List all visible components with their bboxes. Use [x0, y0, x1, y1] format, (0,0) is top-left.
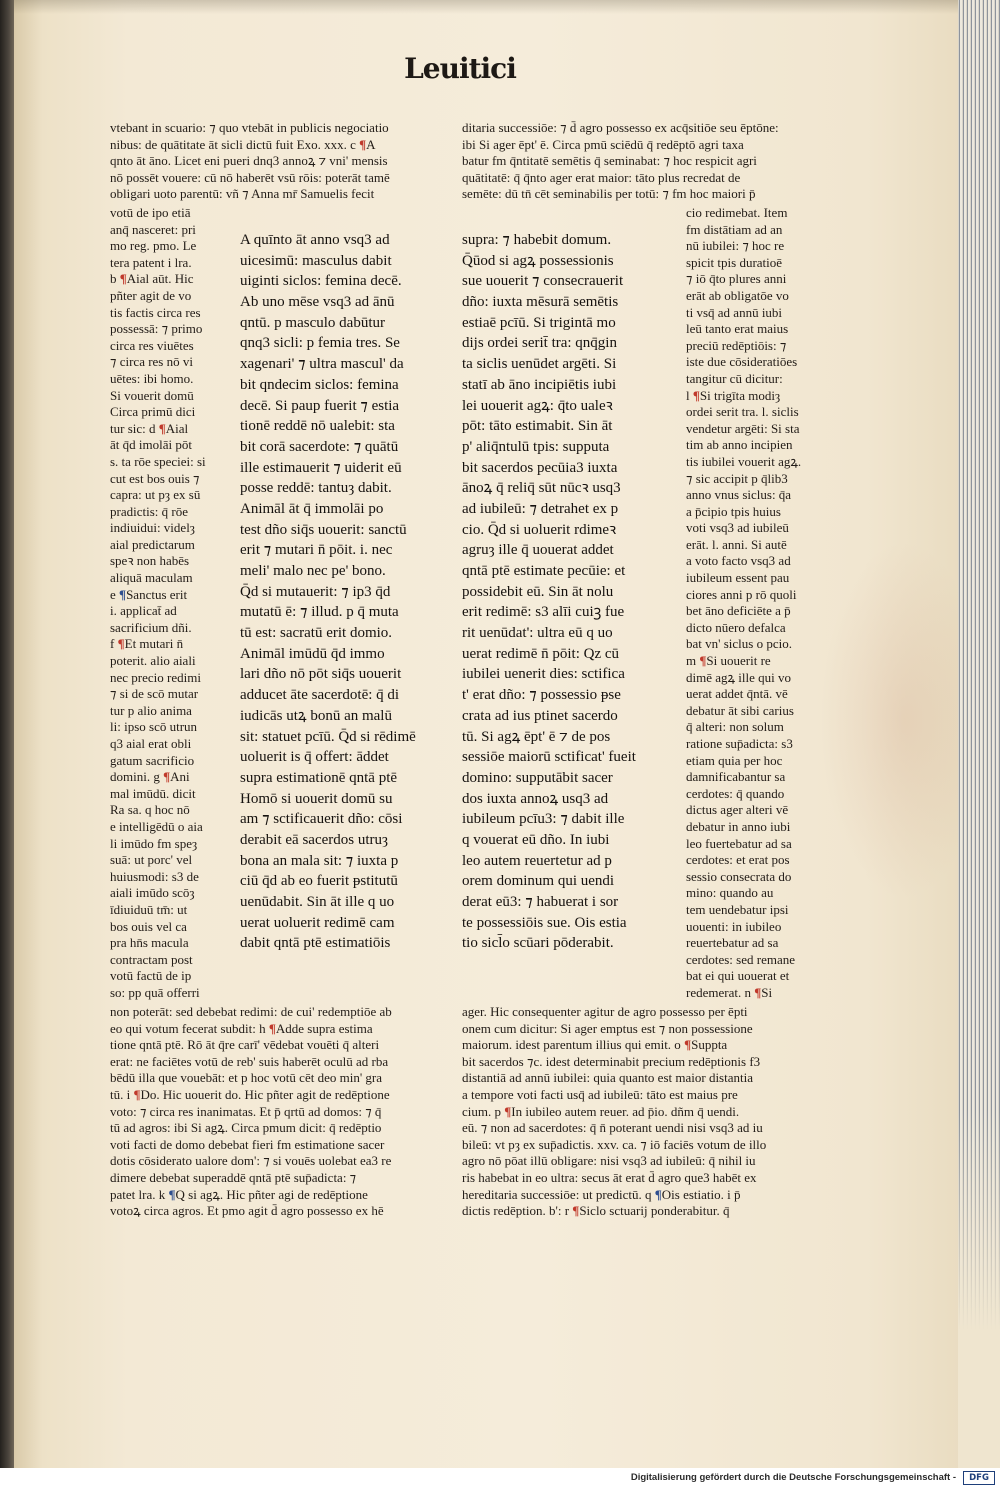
gloss-line: ⁊ circa res nō vi	[110, 354, 193, 370]
gloss-line: votoꝝ circa agros. Et pmo agit d̄ agro possesso ex hē	[110, 1203, 384, 1219]
text-line: sessiōe maiorū sctificat' fueit	[462, 749, 636, 766]
gloss-line: pradictis: q̄ rōe	[110, 503, 188, 519]
gloss-line: tū. i ¶Do. Hic uouerit do. Hic pñter agit de redēptione	[110, 1086, 390, 1102]
gloss-line: q3 aial erat obli	[110, 736, 192, 751]
gloss-line: ciores anni p rō quoli	[686, 586, 797, 602]
text-line: t' erat dño: ⁊ possessio ᵽse	[462, 687, 621, 704]
gloss-line: leo fuertebatur ad sa	[686, 835, 792, 851]
gloss-line: tione qntā ptē. Rō āt q̄re carī' vēdebat vouēti q̄ alteri	[110, 1037, 380, 1053]
text-line: xagenari' ⁊ ultra mascul' da	[240, 356, 404, 373]
gloss-line: reuertebatur ad sa	[686, 935, 779, 951]
text-line: te possessiōis sue. Ois estia	[462, 914, 627, 931]
rubric-paragraph-mark: ¶	[654, 1186, 662, 1202]
gloss-line: anq̄ nasceret: pri	[110, 221, 196, 237]
text-line: qntā ptē estimate pecūie: et	[462, 563, 626, 579]
gloss-line: tur sic: d ¶Aial	[110, 420, 189, 436]
gloss-line: ⁊ sic accipit p q̄lib3	[686, 470, 788, 486]
gloss-line: tur p alio anima	[110, 702, 192, 718]
gloss-line: dotis cōsiderato ualore dom': ⁊ si vouēs uolebat ea3 re	[110, 1153, 392, 1169]
gloss-line: li: ipso scō utrun	[110, 719, 198, 735]
gloss-line: uerat addet q̄ntā. vē	[686, 686, 788, 702]
rubric-paragraph-mark: ¶	[268, 1020, 276, 1036]
gloss-line: semēte: dū tn̄ cēt seminabilis per totū: ⁊ fm hoc maiori p̄	[462, 186, 756, 202]
gloss-line: b ¶Aial aūt. Hic	[110, 271, 194, 287]
text-line: uerat uoluerit redimē cam	[240, 914, 395, 931]
gloss-line: pra hn̄s macula	[110, 935, 189, 951]
gloss-line: li imūdo fm speȝ	[110, 835, 198, 851]
gloss-line: huiusmodi: s3 de	[110, 868, 199, 884]
gloss-line: speꝛ non habēs	[110, 553, 190, 569]
gloss-line: debatur āt sibi carius	[686, 702, 794, 718]
gloss-line: redemerat. n ¶Si	[686, 984, 773, 1000]
gloss-line: bos ouis vel ca	[110, 918, 187, 934]
rubric-paragraph-mark: ¶	[504, 1103, 512, 1119]
gloss-line: s. ta rōe speciei: si	[110, 453, 206, 469]
gloss-line: q̄ alteri: non solum	[686, 719, 784, 735]
rubric-paragraph-mark: ¶	[754, 984, 762, 1000]
text-line: orem dominum qui uendi	[462, 873, 615, 890]
gloss-line: cerdotes: q̄ quando	[686, 785, 785, 801]
gloss-line: erāt ab obligatōe vo	[686, 287, 789, 303]
gloss-line: āt q̄d imolāi pōt	[110, 437, 192, 453]
gloss-line: so: pp quā offerri	[110, 984, 200, 1000]
text-line: uiginti siclos: femina decē.	[240, 273, 402, 290]
text-line: statī ab āno incipiētis iubi	[462, 376, 617, 393]
text-line: sue uouerit ⁊ consecrauerit	[462, 273, 624, 290]
gloss-line: e intelligēdū o aia	[110, 818, 203, 834]
gloss-line: votū factū de ip	[110, 968, 192, 984]
gloss-line: ti vsq̄ ad annū iubi	[686, 304, 783, 320]
text-line: Animāl imūdū q̄d immo	[240, 645, 385, 662]
text-line: pōt: tāto estimabit. Sin āt	[462, 418, 613, 435]
gloss-line: f ¶Et mutari n̄	[110, 636, 184, 652]
text-line: decē. Si paup fuerit ⁊ estia	[240, 397, 400, 414]
page-edges	[958, 0, 1000, 1330]
gloss-line: tis iubilei vouerit agꝝ.	[686, 453, 802, 469]
text-line: sit: statuet pcīū. Q̄d si rēdimē	[240, 728, 416, 745]
rubric-paragraph-mark: ¶	[119, 586, 127, 602]
text-line: domino: supputābit sacer	[462, 769, 613, 786]
text-line: Ab uno mēse vsq3 ad ānū	[240, 294, 395, 311]
gloss-line: tis factis circa res	[110, 304, 201, 320]
digitization-footer	[0, 1468, 1000, 1488]
text-line: uicesimū: masculus dabit	[240, 252, 392, 269]
gloss-line: dictis redēption. b': r ¶Siclo sctuarij ponderabitur. q̄	[462, 1203, 730, 1219]
main-text-left-column	[240, 230, 440, 954]
text-line: dos iuxta annoꝝ usq3 ad	[462, 790, 609, 807]
gloss-line: eū. ⁊ non ad sacerdotes: q̄ n̄ poterant uendi nisi vsq3 ad iu	[462, 1120, 763, 1136]
text-line: Animāl āt q̄ immolāi po	[240, 500, 384, 517]
gloss-line: dimē agꝝ ille qui vo	[686, 669, 791, 685]
gloss-line: quātitatē: q̄ q̄nto ager erat maior: tāto plus recredat de	[462, 169, 741, 185]
text-line: supra estimationē qntā ptē	[240, 769, 398, 786]
rubric-paragraph-mark: ¶	[359, 136, 367, 152]
paper-stain	[820, 540, 960, 900]
gloss-line: erat: ne faciētes votū de reb' suis haberēt oculū ad rba	[110, 1053, 389, 1069]
gloss-line: cium. p ¶In iubileo autem reuer. ad p̄io. dñm q̄ uendi.	[462, 1103, 740, 1119]
gloss-line: bat ei qui uouerat et	[686, 968, 790, 984]
text-line: posse reddē: tantuȝ dabit.	[240, 480, 392, 497]
gloss-line: gatum sacrificio	[110, 752, 195, 768]
gloss-line: nec precio redimi	[110, 669, 201, 685]
gloss-line: damnificabantur sa	[686, 769, 786, 785]
dfg-logo: DFG	[963, 1471, 995, 1485]
gloss-line: capra: ut pȝ ex sū	[110, 487, 201, 503]
gloss-line: cerdotes: sed remane	[686, 951, 796, 967]
gloss-right-bottom	[462, 1004, 824, 1220]
rubric-paragraph-mark: ¶	[699, 653, 707, 669]
gloss-line: poterit. alio aiali	[110, 653, 196, 669]
gloss-line: dictus ager alteri vē	[686, 802, 789, 818]
gloss-line: vendetur argēti: Si sta	[686, 420, 800, 436]
text-line: uerat redimē n̄ pōit: Qz cū	[462, 645, 620, 662]
gloss-line: voto: ⁊ circa res inanimatas. Et p̄ qrtū ad domos: ⁊ q̄	[110, 1103, 382, 1119]
text-line: q vouerat eū dño. In iubi	[462, 831, 610, 848]
text-line: derabit eā sacerdos utruȝ	[240, 831, 388, 848]
text-line: bit corā sacerdote: ⁊ quātū	[240, 438, 399, 455]
text-line: bit qndecim siclos: femina	[240, 376, 399, 393]
funding-credit: Digitalisierung gefördert durch die Deutsche Forschungsgemeinschaft -	[630, 1472, 956, 1483]
gloss-line: dimere debebat superaddē qntā ptē sup̄adicta: ⁊	[110, 1169, 357, 1185]
gloss-line: a p̄cipio tpis huius	[686, 503, 781, 519]
gloss-line: etiam quia per hoc	[686, 752, 783, 768]
gloss-line: votū de ipo etiā	[110, 205, 191, 220]
gloss-line: possessā: ⁊ primo	[110, 321, 203, 337]
gloss-line: dicto nūero defalca	[686, 619, 786, 635]
text-line: adducet āte sacerdotē: q̄ di	[240, 687, 400, 704]
gloss-line: bēdū illa que vouebāt: et p hoc votū cēt deo min' gra	[110, 1070, 383, 1086]
gloss-line: sacrificium dñi.	[110, 619, 192, 635]
gloss-line: vtebant in scuario: ⁊ quo vtebāt in publicis negociatio	[110, 120, 389, 135]
text-line: uenūdabit. Sin āt ille q uo	[240, 894, 395, 910]
text-line: Q̄d si mutauerit: ⁊ ip3 q̄d	[240, 583, 391, 600]
gloss-line: cerdotes: et erat pos	[686, 852, 790, 868]
rubric-paragraph-mark: ¶	[692, 387, 700, 403]
gloss-line: ager. Hic consequenter agitur de agro possesso per ēpti	[462, 1004, 748, 1019]
gloss-line: aliquā maculam	[110, 570, 193, 586]
gloss-line: eo qui votum fecerat subdit: h ¶Adde supra estima	[110, 1020, 373, 1036]
gloss-line: iubileum essent pau	[686, 570, 790, 586]
rubric-paragraph-mark: ¶	[117, 636, 125, 652]
gloss-line: tera patent i lra.	[110, 254, 192, 270]
gloss-line: ris habebat in eo ultra: secus āt erat d̄ agro que3 habēt ex	[462, 1169, 757, 1185]
text-line: leo autem reuertetur ad p	[462, 852, 612, 869]
gloss-line: pñter agit de vo	[110, 287, 192, 303]
gloss-line: batur fm q̄ntitatē semētis q̄ seminabat: ⁊ hoc respicit agri	[462, 153, 757, 169]
text-line: tū est: sacratū erit domio.	[240, 625, 393, 642]
gloss-line: domini. g ¶Ani	[110, 769, 190, 785]
main-text-right-column	[462, 230, 664, 954]
gloss-line: voti vsq3 ad iubileū	[686, 520, 789, 536]
rubric-paragraph-mark: ¶	[163, 769, 171, 785]
gloss-line: ibi Si ager ēpt' ē. Circa pmū sciēdū q̄ redēptō agri taxa	[462, 136, 744, 152]
text-line: Q̄ūod si agꝝ possessionis	[462, 252, 614, 269]
gloss-line: obligari uoto parentū: vñ ⁊ Anna mr̄ Samuelis fecit	[110, 186, 375, 202]
gloss-line: uētes: ibi homo.	[110, 370, 194, 386]
gloss-line: agro nō pōat illū obligare: nisi vsq3 ad iubileū: q̄ nihil iu	[462, 1153, 756, 1169]
gloss-line: qnto āt āno. Licet eni pueri dnq3 annoꝝ ⁊ vni' mensis	[110, 153, 388, 169]
text-line: possidebit eū. Sin āt nolu	[462, 583, 614, 600]
text-line: qntū. p masculo dabūtur	[240, 314, 385, 331]
text-line: meli' malo nec pe' bono.	[240, 563, 386, 579]
text-line: erit ⁊ mutari n̄ pōit. i. nec	[240, 542, 393, 559]
gloss-right-top	[462, 120, 824, 203]
gloss-line: nū iubilei: ⁊ hoc re	[686, 238, 785, 254]
text-line: tio sicl̄o scūari pōderabit.	[462, 935, 614, 952]
gloss-line: Si vouerit domū	[110, 387, 194, 403]
gloss-right-column	[686, 205, 824, 1002]
gloss-line: i. applicat̄ ad	[110, 603, 177, 619]
text-line: tionē reddē nō ualebit: sta	[240, 418, 395, 435]
gloss-line: anno vnus siclus: q̄a	[686, 487, 792, 503]
gloss-line: tim ab anno incipien	[686, 437, 793, 453]
gloss-line: m ¶Si uouerit re	[686, 653, 771, 669]
gloss-line: ordei serit tra. l. siclis	[686, 404, 799, 420]
text-line: uoluerit is q̄ offert: āddet	[240, 749, 389, 766]
gloss-line: non poterāt: sed debebat redimi: de cui' redemptiōe ab	[110, 1004, 392, 1019]
text-line: rit uenūdat': ultra eū q uo	[462, 625, 613, 642]
gloss-line: Ra sa. q hoc nō	[110, 802, 190, 818]
gloss-line: tū ad agros: ibi Si agꝝ. Circa pmum dicit: q̄ redēptio	[110, 1120, 382, 1136]
gloss-line: tangitur cū dicitur:	[686, 370, 783, 386]
gloss-line: distantiā ad annū iubilei: quia quanto est maior distantia	[462, 1070, 753, 1086]
text-line: A quīnto āt anno vsq3 ad	[240, 232, 390, 248]
text-line: qnq3 sicli: p femia tres. Se	[240, 335, 400, 352]
gloss-line: cio redimebat. Item	[686, 205, 788, 220]
gloss-left-bottom	[110, 1004, 450, 1220]
gloss-line: a voto facto vsq3 ad	[686, 553, 791, 569]
page-edges-lower	[958, 1330, 1000, 1468]
text-line: iubilei uenerit dies: sctifica	[462, 666, 625, 683]
gloss-line: mal imūdū. dicit	[110, 785, 196, 801]
text-line: supra: ⁊ habebit domum.	[462, 232, 612, 248]
gloss-line: aiali imūdo scōȝ	[110, 885, 195, 901]
text-line: crata ad ius ptinet sacerdo	[462, 707, 618, 724]
gloss-line: bat vn' siclus o pcio.	[686, 636, 792, 652]
gloss-line: suā: ut porc' vel	[110, 852, 193, 868]
gloss-line: patet lra. k ¶Q si agꝝ. Hic pñter agi de redēptione	[110, 1186, 368, 1202]
gloss-line: hereditaria successiōe: ut predictū. q ¶Ois estiatio. i p̄	[462, 1186, 741, 1202]
gloss-line: sessio consecrata do	[686, 868, 792, 884]
gloss-line: nibus: de quātitate āt sicli dictū fuit Exo. xxx. c ¶A	[110, 136, 376, 152]
text-line: lei uouerit agꝝ: q̄to ualeꝛ	[462, 397, 613, 414]
gloss-line: onem cum dicitur: Si ager emptus est ⁊ non possessione	[462, 1020, 753, 1036]
text-line: derat eū3: ⁊ habuerat i sor	[462, 894, 619, 910]
gloss-left-top	[110, 120, 450, 203]
gloss-line: bet āno deficiēte a p̄	[686, 603, 791, 619]
gloss-line: uouenti: in iubileo	[686, 918, 782, 934]
gloss-line: iste due cōsideratiōes	[686, 354, 798, 370]
gloss-line: ⁊ iō q̄to plures anni	[686, 271, 787, 287]
text-line: bona an mala sit: ⁊ iuxta p	[240, 852, 399, 869]
gloss-line: circa res viuētes	[110, 337, 194, 353]
gloss-line: ditaria successiōe: ⁊ d̄ agro possesso ex acq̄sitiōe seu ēptōne:	[462, 120, 779, 135]
gloss-line: bit sacerdos ⁊c. idest determinabit precium redēptionis f3	[462, 1053, 761, 1069]
gloss-left-column	[110, 205, 234, 1002]
gloss-line: indiuidui: videlȝ	[110, 520, 195, 536]
text-line: test dño siq̄s uouerit: sanctū	[240, 521, 407, 538]
gloss-line: tem uendebatur ipsi	[686, 901, 789, 917]
text-line: dño: iuxta mēsurā semētis	[462, 294, 619, 311]
text-line: cio. Q̄d si uoluerit rdimeꝛ	[462, 521, 617, 538]
rubric-paragraph-mark: ¶	[684, 1037, 692, 1053]
gloss-line: fm distātiam ad an	[686, 221, 783, 237]
text-line: iudicās utꝝ bonū an malū	[240, 707, 392, 724]
text-line: dabit qntā ptē estimatiōis	[240, 935, 391, 952]
gloss-line: mino: quando au	[686, 885, 774, 901]
text-line: ad iubileū: ⁊ detrahet ex p	[462, 500, 619, 517]
gloss-line: Circa primū dici	[110, 404, 196, 420]
gloss-line: nō possēt vouere: cū nō haberēt vsū rōis: poterāt tamē	[110, 169, 390, 185]
text-line: estiaē pcīū. Si trigintā mo	[462, 314, 616, 331]
gloss-line: e ¶Sanctus erit	[110, 586, 188, 602]
gloss-line: debatur in anno iubi	[686, 818, 791, 834]
gloss-line: ratione sup̄adicta: s3	[686, 736, 793, 751]
gloss-line: preciū redēptiōis: ⁊	[686, 337, 787, 353]
running-head: Leuitici	[404, 52, 516, 85]
gloss-line: ⁊ si de scō mutar	[110, 686, 199, 702]
gloss-line: erāt. l. anni. Si autē	[686, 536, 787, 552]
text-line: Homō si uouerit domū su	[240, 790, 393, 807]
text-line: ānoꝝ q̄ reliq̄ sūt nūcꝛ usq3	[462, 480, 621, 497]
rubric-paragraph-mark: ¶	[119, 271, 127, 287]
text-line: ciū q̄d ab eo fuerit ᵽstitutū	[240, 873, 398, 890]
text-line: lari dño nō pōt siq̄s uouerit	[240, 666, 402, 683]
text-line: am ⁊ sctificauerit dño: cōsi	[240, 811, 403, 828]
gloss-line: contractam post	[110, 951, 193, 967]
text-line: p' aliq̄ntulū tpis: supputa	[462, 438, 610, 455]
text-line: bit sacerdos pecūia3 iuxta	[462, 459, 618, 476]
gloss-line: īdiuiduū tm̄: ut	[110, 901, 188, 917]
gloss-line: maiorum. idest parentum illius qui emit. o ¶Suppta	[462, 1037, 728, 1053]
rubric-paragraph-mark: ¶	[168, 1186, 176, 1202]
gloss-line: aial predictarum	[110, 536, 195, 552]
gloss-line: mo reg. pmo. Le	[110, 238, 197, 254]
text-line: tū. Si agꝝ ēpt' ē ⁊ de pos	[462, 728, 611, 745]
rubric-paragraph-mark: ¶	[158, 420, 166, 436]
gloss-line: a tempore voti facti usq̄ ad iubileū: tāto est maius pre	[462, 1086, 738, 1102]
text-line: iubileum pcīu3: ⁊ dabit ille	[462, 811, 625, 828]
gloss-line: leū tanto erat maius	[686, 321, 789, 337]
gloss-line: voti facti de domo debebat fieri fm estimatione sacer	[110, 1136, 385, 1152]
gloss-line: l ¶Si trigīta modiȝ	[686, 387, 781, 403]
gloss-line: bileū: vt pȝ ex sup̄adictis. xxv. ca. ⁊ iō faciēs votum de illo	[462, 1136, 767, 1152]
text-line: erit redimē: s3 alīi cuiꝫ fue	[462, 604, 625, 621]
rubric-paragraph-mark: ¶	[133, 1086, 141, 1102]
text-line: ta siclis uenūdet argēti. Si	[462, 356, 617, 373]
text-line: agruȝ ille q̄ uouerat addet	[462, 542, 614, 559]
text-line: mutatū ē: ⁊ illud. p q̄ muta	[240, 604, 399, 621]
gloss-line: spicit tpis duratioē	[686, 254, 783, 270]
text-line: dijs ordei serit̄ tra: qnq̄gin	[462, 335, 617, 352]
gloss-line: cut est bos ouis ⁊	[110, 470, 200, 486]
rubric-paragraph-mark: ¶	[572, 1203, 580, 1219]
text-line: ille estimauerit ⁊ uiderit eū	[240, 459, 402, 476]
